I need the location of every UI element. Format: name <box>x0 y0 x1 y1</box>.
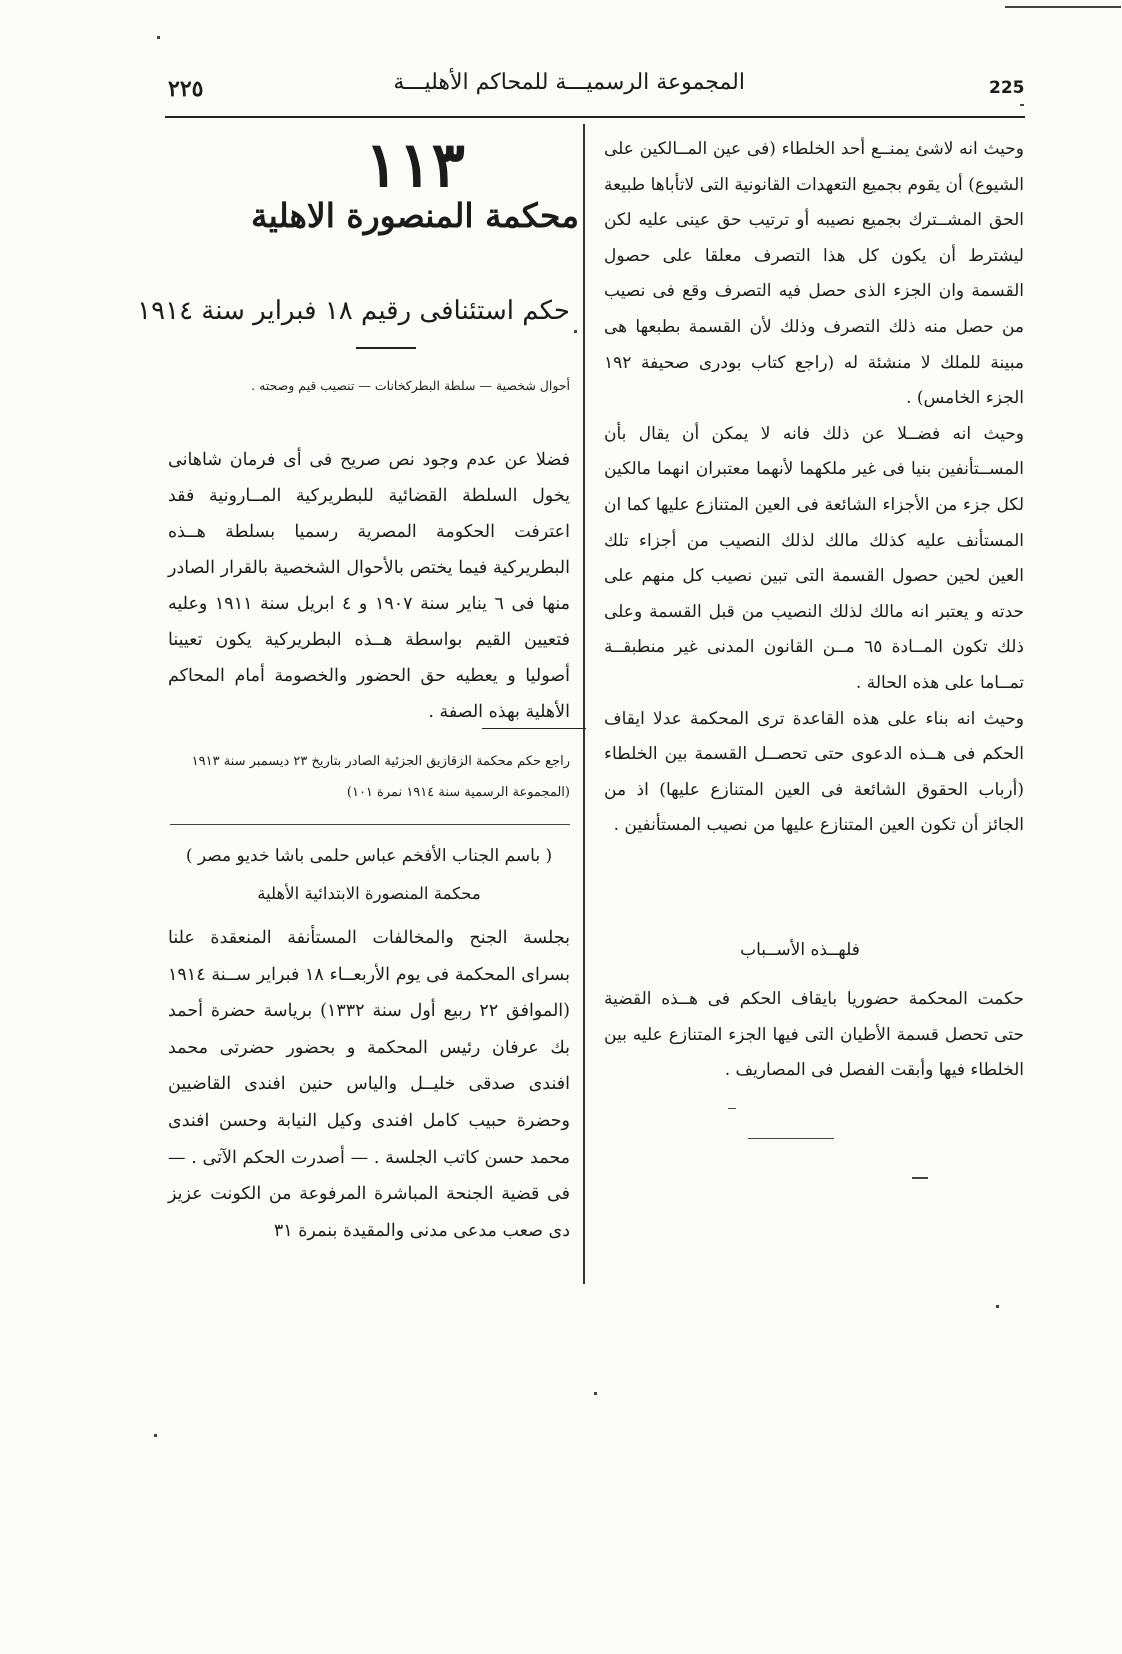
judgment-text: حكمت المحكمة حضوريا بايقاف الحكم فى هــذه القضية حتى تحصل قسمة الأطيان التى فيها الجزء المتنازع عليه بين الخلطاء فيها وأبقت الفصل فى المصاريف . <box>604 989 1024 1081</box>
right-column <box>604 132 1024 844</box>
scan-speck <box>1020 104 1024 106</box>
session-text: بجلسة الجنح والمخالفات المستأنفة المنعقدة علنا بسراى المحكمة فى يوم الأربعــاء ١٨ فبراير ســنة ١٩١٤ (الموافق ٢٢ ربيع أول سنة ١٣٣٢) برياسة حضرة أحمد بك عرفان رئيس المحكمة و بحضور حضرتى محمد افندى صدقى خليــل والياس حنين افندى القاضيين وحضرة حبيب كامل افندى وكيل النيابة وحسن افندى محمد حسن كاتب الجلسة . — أصدرت الحكم الآتى . — فى قضية الجنحة المباشرة المرفوعة من الكونت عزيز دى صعب مدعى مدنى والمقيدة بنمرة ٣١ <box>168 928 570 1241</box>
case-number: ١١٣ <box>365 128 465 201</box>
scan-edge-mark <box>1005 6 1121 8</box>
page-number-latin: 225 <box>989 78 1025 98</box>
decree-line: ( باسم الجناب الأفخم عباس حلمى باشا خديو مصر ) <box>185 846 553 866</box>
ruling-title: حكم استئنافى رقيم ١٨ فبراير سنة ١٩١٤ <box>137 296 570 326</box>
scan-speck <box>157 36 160 39</box>
subject-keywords: أحوال شخصية — سلطة البطركخانات — تنصيب قيم وصحته . <box>251 378 570 393</box>
page-number-arabic: ٢٢٥ <box>168 76 204 102</box>
scan-speck <box>594 1392 597 1395</box>
paragraph-3: وحيث انه بناء على هذه القاعدة ترى المحكمة عدلا ايقاف الحكم فى هــذه الدعوى حتى تحصــل القسمة بين الخلطاء (أرباب الحقوق الشائعة فى العين المتنازع عليها) اذ من الجائز أن تكون العين المتنازع عليها من نصيب المستأنفين . <box>604 708 1024 836</box>
scan-speck <box>912 1177 928 1179</box>
scan-speck <box>574 330 577 333</box>
scan-speck <box>154 1434 157 1437</box>
scan-speck <box>996 1305 999 1308</box>
reference-line-1: راجع حكم محكمة الزقازيق الجزئية الصادر بتاريخ ٢٣ ديسمبر سنة ١٩١٣ <box>191 754 570 769</box>
reference-line-2: (المجموعة الرسمية سنة ١٩١٤ نمرة ١٠١) <box>346 785 570 800</box>
court-name: محكمة المنصورة الاهلية <box>250 196 580 235</box>
paragraph-1: وحيث انه لاشئ يمنــع أحد الخلطاء (فى عين المــالكين على الشيوع) أن يقوم بجميع التعهدات القانونية التى لاتأباها طبيعة الحق المشــترك بجميع نصيبه أو ترتيب حق عينى عليه لكن ليشترط أن يكون كل هذا التصرف معلقا على حصول القسمة وان الجزء الذى حصل فيه التصرف وقع فى نصيب من حصل منه ذلك التصرف وذلك لأن القسمة بطبعها هى مبينة للملك لا منشئة له (راجع كتاب بودرى صحيفة ١٩٢ الجزء الخامس) . <box>604 139 1024 409</box>
headnote <box>168 442 570 730</box>
scan-speck <box>728 1108 736 1109</box>
running-title: المجموعة الرسميـــة للمحاكم الأهليـــة <box>393 70 745 95</box>
court-full-name: محكمة المنصورة الابتدائية الأهلية <box>257 884 481 903</box>
paragraph-2: وحيث انه فضــلا عن ذلك فانه لا يمكن أن يقال بأن المســتأنفين بنيا فى غير ملكهما لأنهما معتبران انهما مالكين لكل جزء من الأجزاء الشائعة فى العين المتنازع عليها كما ان المستأنف عليه كذلك مالك لذلك النصيب من أجزاء تلك العين لحين حصول القسمة التى تبين نصيب كل منهم على حدته و يعتبر انه مالك لذلك النصيب من قبل القسمة وعلى ذلك تكون المــادة ٦٥ مــن القانون المدنى غير منطبقــة تمــاما على هذه الحالة . <box>604 423 1024 693</box>
judgment <box>604 982 1024 1089</box>
column-divider <box>583 124 585 1284</box>
headnote-text: فضلا عن عدم وجود نص صريح فى أى فرمان شاهانى يخول السلطة القضائية للبطريركية المــارونية فقد اعترفت الحكومة المصرية رسميا بسلطة هــذه البطريركية فيما يختص بالأحوال الشخصية بالقرار الصادر منها فى ٦ يناير سنة ١٩٠٧ و ٤ ابريل سنة ١٩١١ وعليه فتعيين القيم بواسطة هــذه البطريركية يكون تعيينا أصوليا و يعطيه حق الحضور والخصومة أمام المحاكم الأهلية بهذه الصفة . <box>168 450 571 722</box>
reference <box>168 746 570 808</box>
reference-rule <box>482 728 586 729</box>
end-rule <box>748 1138 834 1139</box>
title-rule <box>356 347 416 349</box>
judgment-heading: فلهــذه الأســباب <box>740 940 860 960</box>
session <box>168 920 570 1249</box>
separator-rule <box>170 824 570 825</box>
header-rule <box>165 116 1025 118</box>
